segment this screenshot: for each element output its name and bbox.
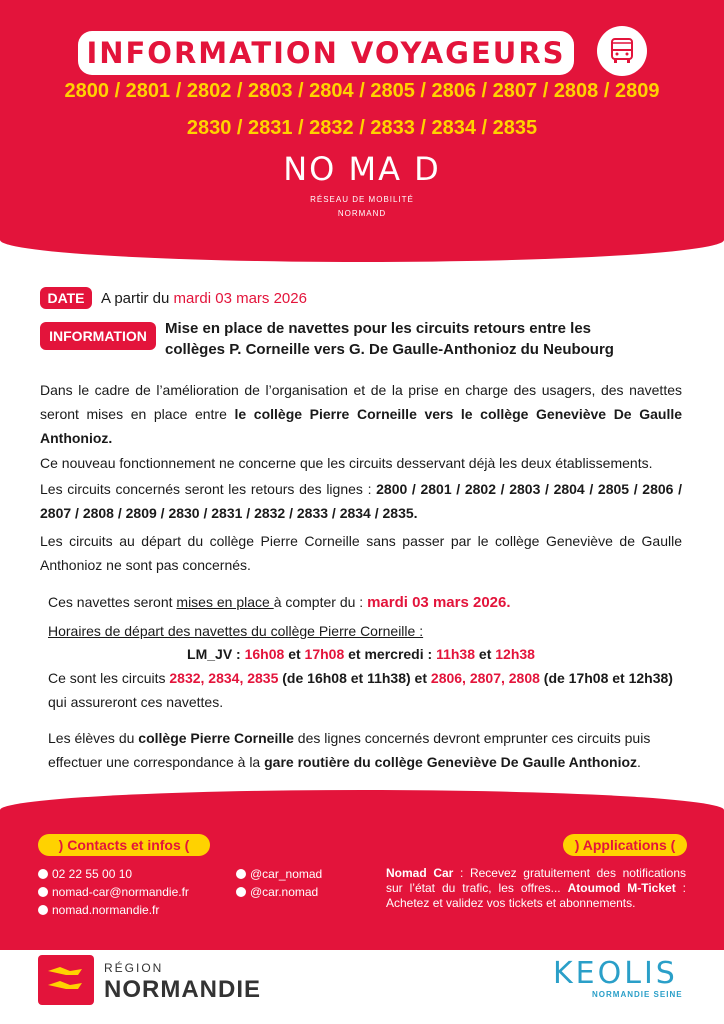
s4-text-3: (de 17h08 et 12h38) (539, 670, 673, 686)
nomad-logo: NO MA D (283, 150, 441, 188)
web-icon (38, 905, 48, 915)
start-date-line (48, 590, 682, 615)
applications-text (386, 866, 686, 911)
paragraph-scope: Ce nouveau fonctionnement ne concerne que les circuits desservant déjà les deux établissements. (40, 455, 653, 471)
s3-and-2: et (475, 646, 496, 662)
contact-facebook[interactable] (236, 884, 318, 900)
date-value: mardi 03 mars 2026 (173, 290, 307, 307)
s3-time-2: 17h08 (304, 646, 345, 662)
bus-icon (597, 26, 647, 76)
s5-text: Les élèves du (48, 730, 139, 746)
p1-text: Dans le cadre de l’amélioration de l’organisation et de la prise en charge des usagers, des navettes seront mises en place entre (40, 382, 682, 422)
keolis-subtitle: NORMANDIE SEINE (592, 990, 683, 999)
s5-bold-2: gare routière du collège Geneviève De Gaulle Anthonioz (264, 754, 638, 770)
information-title-line-2: collèges P. Corneille vers G. De Gaulle-Anthonioz du Neubourg (165, 341, 614, 358)
contact-twitter[interactable] (236, 866, 322, 882)
s5-text-2: des lignes concernés devront emprunter ces circuits puis effectuer une correspondance à la (48, 730, 651, 770)
schedule-heading: Horaires de départ des navettes du collège Pierre Corneille : (48, 623, 424, 639)
keolis-logo: KEOLIS (553, 956, 678, 991)
contact-phone[interactable] (38, 866, 132, 882)
s4-circuits-2: 2806, 2807, 2808 (430, 670, 540, 686)
date-prefix: A partir du (101, 290, 174, 307)
s1-underlined: mises en place (176, 594, 274, 610)
page-title: INFORMATION VOYAGEURS (78, 31, 574, 75)
date-line (101, 290, 307, 307)
paragraph-exclusion: Les circuits au départ du collège Pierre Corneille sans passer par le collège Geneviève de Gaulle Anthonioz ne sont pas concernés. (40, 533, 682, 573)
s3-time-4: 12h38 (495, 646, 535, 662)
s3-wednesday: et mercredi : (344, 646, 437, 662)
applications-label: ) Applications ( (563, 834, 687, 856)
contacts-label: ) Contacts et infos ( (38, 834, 210, 856)
twitter-text: @car_nomad (250, 867, 323, 881)
s3-label: LM_JV : (187, 646, 245, 662)
paragraph-context (40, 378, 682, 450)
region-label: RÉGION (104, 961, 164, 975)
email-text: nomad-car@normandie.fr (52, 885, 189, 899)
app2-desc: : Achetez et validez vos tickets et abonnements. (386, 881, 686, 910)
region-name: NORMANDIE (104, 976, 261, 1003)
phone-text: 02 22 55 00 10 (52, 867, 133, 881)
s1-text-2: à compter du : (273, 594, 368, 610)
s4-text-2: (de 16h08 et 11h38) et (278, 670, 431, 686)
facebook-icon (236, 887, 246, 897)
twitter-icon (236, 869, 246, 879)
email-icon (38, 887, 48, 897)
nomad-logo-subtitle-2: NORMAND (337, 209, 387, 218)
circuits-line (48, 666, 682, 714)
p1-bold: le collège Pierre Corneille vers le collège Geneviève De Gaulle Anthonioz. (40, 406, 683, 446)
p3-text: Les circuits concernés seront les retours des lignes : (40, 481, 377, 497)
information-tag: INFORMATION (40, 322, 156, 350)
students-paragraph (48, 726, 682, 774)
nomad-logo-subtitle: RÉSEAU DE MOBILITÉ (310, 195, 414, 204)
s4-text: Ce sont les circuits (48, 670, 170, 686)
app2-name: Atoumod M-Ticket (567, 881, 676, 895)
s4-circuits-1: 2832, 2834, 2835 (169, 670, 279, 686)
p3-bold: 2800 / 2801 / 2802 / 2803 / 2804 / 2805 / 2806 / 2807 / 2808 / 2809 / 2830 / 2831 / 2832 / 2833 / 2834 / 2835. (40, 481, 682, 521)
paragraph-lines (40, 477, 682, 525)
s3-time-3: 11h38 (436, 646, 476, 662)
s5-text-3: . (637, 754, 641, 770)
app1-desc: : Recevez gratuitement des notifications sur l’état du trafic, les offres... (386, 866, 686, 895)
s1-text: Ces navettes seront (48, 594, 177, 610)
facebook-text: @car.nomad (250, 885, 319, 899)
lines-row-2: 2830 / 2831 / 2832 / 2833 / 2834 / 2835 (186, 117, 538, 139)
region-normandie-flag-icon (38, 955, 94, 1005)
date-tag: DATE (40, 287, 92, 309)
app1-name: Nomad Car (386, 866, 454, 880)
s1-date: mardi 03 mars 2026. (367, 594, 511, 611)
website-text: nomad.normandie.fr (52, 903, 160, 917)
s4-text-4: qui assureront ces navettes. (48, 694, 224, 710)
s5-bold: collège Pierre Corneille (138, 730, 294, 746)
phone-icon (38, 869, 48, 879)
schedule-times (40, 642, 682, 666)
contact-email[interactable] (38, 884, 189, 900)
lines-row-1: 2800 / 2801 / 2802 / 2803 / 2804 / 2805 / 2806 / 2807 / 2808 / 2809 (64, 80, 660, 102)
contact-website[interactable] (38, 902, 159, 918)
information-title-line-1: Mise en place de navettes pour les circuits retours entre les (165, 320, 591, 337)
s3-and-1: et (284, 646, 305, 662)
information-title (165, 318, 695, 360)
s3-time-1: 16h08 (244, 646, 285, 662)
